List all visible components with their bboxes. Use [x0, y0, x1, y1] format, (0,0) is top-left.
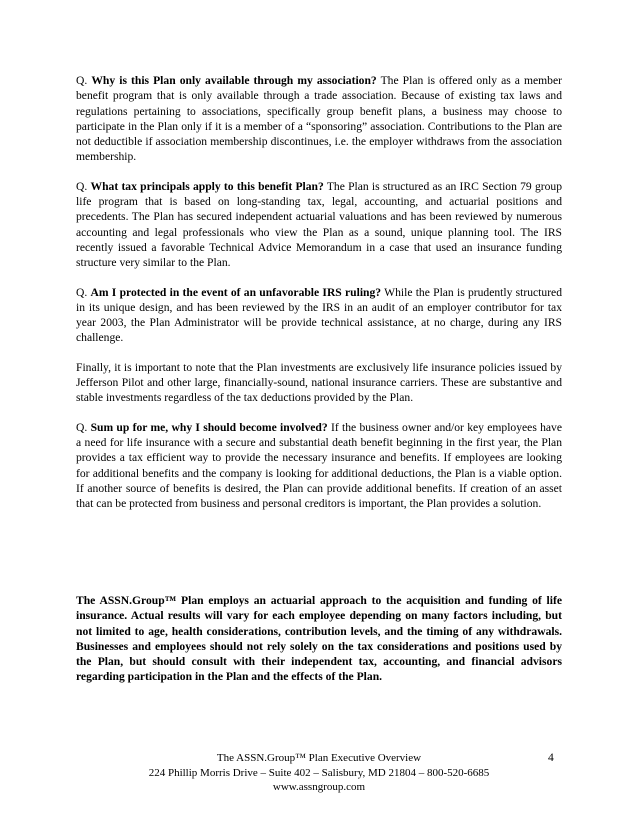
answer-text: The Plan is structured as an IRC Section 79 group life program that is based on long-standing tax, legal, accounting, and actuarial positions and precedents. The Plan has secured independent actuarial valuations and has been reviewed by numerous accounting and legal professionals who view the Plan as a sound, unique planning tool. The IRS recently issued a favorable Technical Advice Memorandum in a case that used an insurance funding structure very similar to the Plan.: [76, 179, 562, 270]
page-footer: [76, 751, 562, 795]
question-prefix: Q.: [76, 179, 91, 193]
question-text: What tax principals apply to this benefit Plan?: [90, 179, 324, 193]
question-text: Am I protected in the event of an unfavorable IRS ruling?: [90, 285, 382, 299]
answer-text: The Plan is offered only as a member benefit program that is only available through a trade association. Because of existing tax laws and regulations pertaining to associations, specifically group benefit plans, a business may choose to participate in the Plan only if it is a member of a “sponsoring” association. Contributions to the Plan are not deductible if association membership discontinues, i.e. the employer withdraws from the association membership.: [76, 74, 562, 164]
body-paragraph: [76, 360, 562, 406]
question-text: Sum up for me, why I should become involved?: [90, 420, 328, 434]
qa-paragraph: [76, 285, 562, 346]
footer-website: www.assngroup.com: [272, 781, 366, 794]
qa-paragraph: [76, 420, 562, 512]
footer-address: 224 Phillip Morris Drive – Suite 402 – Salisbury, MD 21804 – 800-520-6685: [148, 766, 490, 779]
question-prefix: Q.: [76, 285, 91, 299]
answer-text: Finally, it is important to note that the Plan investments are exclusively life insurance policies issued by Jefferson Pilot and other large, financially-sound, national insurance carriers. These are substantive and stable investments regardless of the tax deductions provided by the Plan.: [76, 360, 562, 405]
question-text: Why is this Plan only available through my association?: [91, 74, 377, 87]
question-prefix: Q.: [76, 420, 91, 434]
disclaimer-paragraph: The ASSN.Group™ Plan employs an actuarial approach to the acquisition and funding of life insurance. Actual results will vary for each employee depending on many factors including, but not limited to age, health considerations, contribution levels, and the timing of any withdrawals. Businesses and employees should not rely solely on the tax considerations and positions used by the Plan, but should consult with their independent tax, accounting, and financial advisors regarding participation in the Plan and the effects of the Plan.: [76, 594, 562, 684]
answer-text: While the Plan is prudently structured in its unique design, and has been reviewed by the IRS in an audit of an employer contributor for tax year 2003, the Plan Administrator will be provide technical assistance, at no charge, during any IRS challenge.: [76, 285, 563, 345]
qa-paragraph: [76, 73, 562, 165]
qa-paragraph: [76, 179, 562, 271]
question-prefix: Q.: [76, 74, 92, 87]
answer-text: If the business owner and/or key employees have a need for life insurance with a secure and substantial death benefit beginning in the first year, the Plan provides a tax efficient way to provide the necessary insurance and benefits. If employees are looking for additional benefits and the company is looking for additional deductions, the Plan is a viable option. If another source of benefits is desired, the Plan can provide additional benefits. If creation of an asset that can be protected from business and personal creditors is important, the Plan provides a solution.: [76, 420, 563, 511]
footer-title: The ASSN.Group™ Plan Executive Overview: [216, 752, 422, 764]
page-number: 4: [548, 751, 554, 764]
document-body: [76, 73, 562, 525]
